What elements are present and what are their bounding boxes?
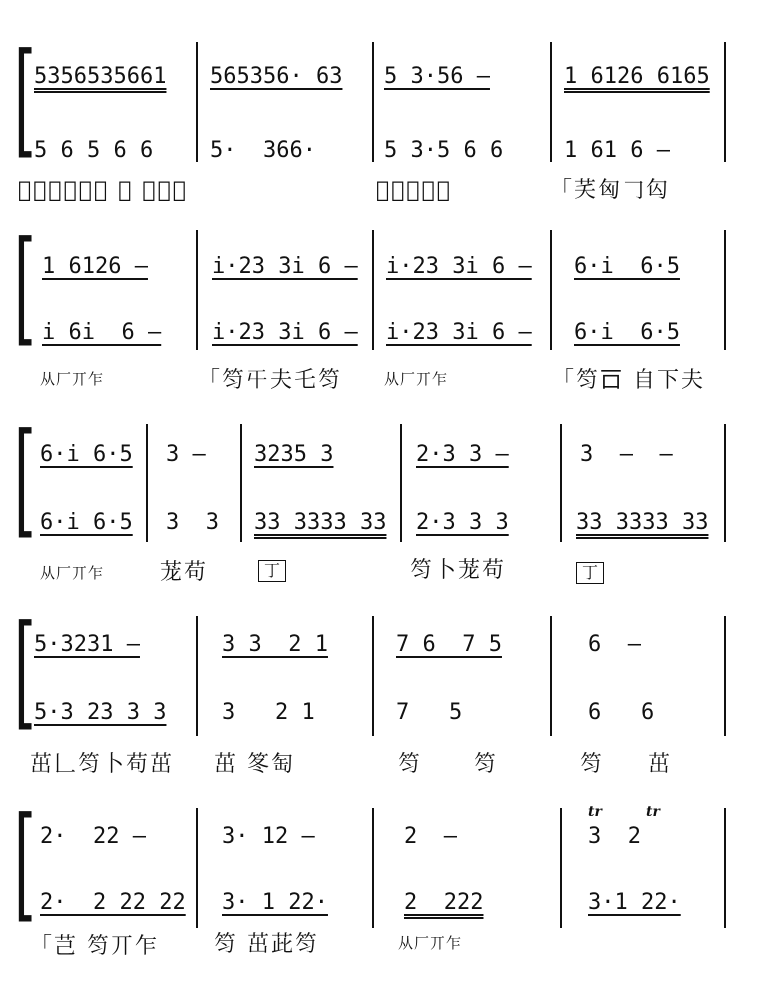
- upper-measure-3: 3235 3: [254, 442, 334, 467]
- upper-measure-4: 1 6126 6165: [564, 64, 710, 89]
- lyric-line: 笉: [474, 752, 499, 777]
- upper-measure-1: 5356535661: [34, 64, 167, 89]
- lyric-line: 「芺匈𠃌匃: [550, 178, 671, 203]
- lower-measure-4: 1 61 6 —: [564, 138, 670, 163]
- upper-measure-3: 2 —: [404, 824, 457, 849]
- upper-measure-5: 3 — —: [580, 442, 673, 467]
- lower-measure-4: 6 6: [588, 700, 655, 725]
- lyric-line: 茁: [648, 752, 673, 777]
- lyric-line: 「笉𠮛 自下夫: [552, 368, 705, 393]
- barline: [560, 424, 562, 542]
- boxed-mark: 丁: [576, 562, 604, 584]
- system-brace: [: [14, 793, 36, 936]
- barline: [372, 616, 374, 736]
- upper-measure-1: 1 6126 —: [42, 254, 148, 279]
- trill-mark: tr: [588, 804, 602, 820]
- barline: [550, 616, 552, 736]
- lyric-line: 从厂丌乍: [40, 370, 105, 388]
- upper-measure-4: 3 2: [588, 824, 641, 849]
- barline: [196, 616, 198, 736]
- lower-measure-3: 7 5: [396, 700, 463, 725]
- lyric-line: 𫁰艮自茈苟: [376, 178, 453, 203]
- lower-measure-1: 5·3 23 3 3: [34, 700, 167, 725]
- lower-measure-3: 2 222: [404, 890, 484, 915]
- lower-measure-2: 3 2 1: [222, 700, 315, 725]
- barline: [196, 230, 198, 350]
- upper-measure-2: 3 3 2 1: [222, 632, 328, 657]
- lyric-line: 「芑 笉丌乍: [30, 934, 159, 959]
- lyric-line: 从厂丌乍: [398, 934, 463, 952]
- upper-measure-4: 2·3 3 —: [416, 442, 509, 467]
- upper-measure-2: 3 —: [166, 442, 206, 467]
- barline: [724, 42, 726, 162]
- lyric-line: 「笉𡕒夫乇笉: [198, 368, 343, 393]
- lyric-line: 茁𠃊笉卜苟茁: [30, 752, 175, 777]
- upper-measure-3: 5 3·56 —: [384, 64, 490, 89]
- barline: [550, 230, 552, 350]
- barline: [550, 42, 552, 162]
- lyric-line: 笉: [398, 752, 423, 777]
- upper-measure-4: 6 —: [588, 632, 641, 657]
- barline: [400, 424, 402, 542]
- barline: [560, 808, 562, 928]
- trill-mark: tr: [646, 804, 660, 820]
- lower-measure-5: 33 3333 33: [576, 510, 709, 535]
- system-brace: [: [14, 601, 36, 744]
- lyric-line: 笉: [580, 752, 605, 777]
- upper-measure-2: 565356· 63: [210, 64, 343, 89]
- barline: [724, 424, 726, 542]
- barline: [146, 424, 148, 542]
- upper-measure-3: i·23 3i 6 —: [386, 254, 532, 279]
- barline: [372, 230, 374, 350]
- lyric-line: 𫁰𫁰𠂉𦍌芑苟 𫁰 笗茈苟: [18, 178, 189, 203]
- lower-measure-1: i 6i 6 —: [42, 320, 162, 345]
- barline: [372, 42, 374, 162]
- lower-measure-2: 3· 1 22·: [222, 890, 328, 915]
- barline: [724, 616, 726, 736]
- system-brace: [: [14, 29, 36, 172]
- upper-measure-1: 5·3231 —: [34, 632, 140, 657]
- lower-measure-3: 5 3·5 6 6: [384, 138, 504, 163]
- lower-measure-3: 33 3333 33: [254, 510, 387, 535]
- upper-measure-3: 7 6 7 5: [396, 632, 502, 657]
- lower-measure-4: 6·i 6·5: [574, 320, 680, 345]
- lower-measure-1: 5 6 5 6 6: [34, 138, 154, 163]
- lower-measure-1: 6·i 6·5: [40, 510, 133, 535]
- lower-measure-4: 2·3 3 3: [416, 510, 509, 535]
- barline: [196, 42, 198, 162]
- upper-measure-2: 3· 12 —: [222, 824, 315, 849]
- lower-measure-3: i·23 3i 6 —: [386, 320, 532, 345]
- boxed-mark: 丁: [258, 560, 286, 582]
- barline: [724, 808, 726, 928]
- barline: [372, 808, 374, 928]
- lower-measure-2: 3 3: [166, 510, 219, 535]
- lower-measure-1: 2· 2 22 22: [40, 890, 186, 915]
- system-brace: [: [14, 217, 36, 360]
- lyric-line: 从厂丌乍: [384, 370, 449, 388]
- lower-measure-2: 5· 366·: [210, 138, 316, 163]
- upper-measure-1: 6·i 6·5: [40, 442, 133, 467]
- system-brace: [: [14, 409, 36, 552]
- lower-measure-2: i·23 3i 6 —: [212, 320, 358, 345]
- lower-measure-4: 3·1 22·: [588, 890, 681, 915]
- upper-measure-1: 2· 22 —: [40, 824, 146, 849]
- lyric-line: 笉卜茏苟: [410, 558, 507, 583]
- barline: [240, 424, 242, 542]
- upper-measure-4: 6·i 6·5: [574, 254, 680, 279]
- upper-measure-2: i·23 3i 6 —: [212, 254, 358, 279]
- barline: [724, 230, 726, 350]
- lyric-line: 茁 笗匋: [214, 752, 295, 777]
- barline: [196, 808, 198, 928]
- lyric-line: 笉 茁茈笉: [214, 932, 319, 957]
- lyric-line: 从厂丌乍: [40, 564, 105, 582]
- lyric-line: 茏苟: [160, 560, 209, 585]
